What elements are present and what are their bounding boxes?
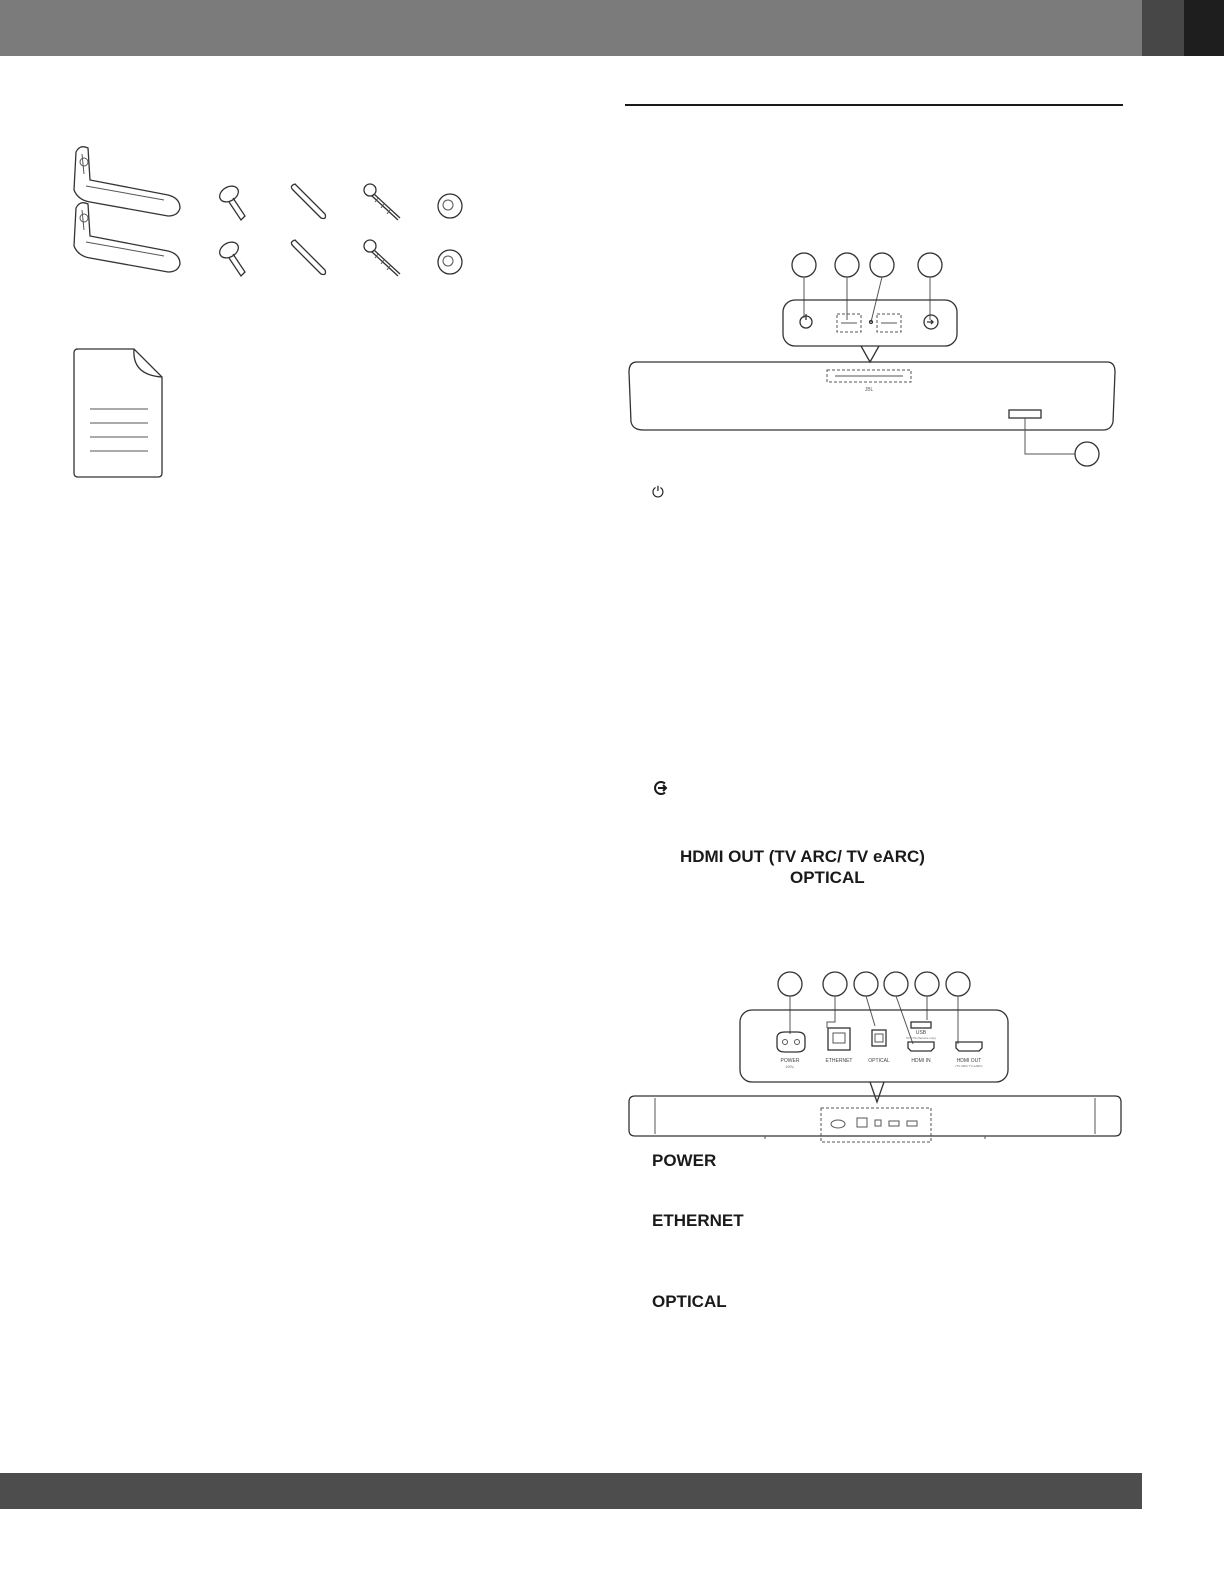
wall-bracket-illustration [60,140,200,290]
callout-4 [918,253,942,277]
header-bar [0,0,1142,56]
svg-text:OPTICAL: OPTICAL [868,1058,890,1064]
wall-anchor-illustration [285,182,335,282]
svg-text:JBL: JBL [864,387,874,393]
svg-text:100V-: 100V- [785,1065,795,1069]
rear-panel-diagram [625,970,1125,1150]
legend-optical: OPTICAL [652,1292,727,1311]
source-note-hdmi: HDMI OUT (TV ARC/ TV eARC) [680,847,925,866]
svg-text:(TV ARC/ TV eARC): (TV ARC/ TV eARC) [955,1064,983,1068]
callout-3 [870,253,894,277]
svg-text:ETHERNET: ETHERNET [825,1058,853,1064]
callout-rear-3 [854,972,878,996]
spacer-washer-illustration [432,188,472,278]
document-illustration [72,347,166,479]
source-note-optical: OPTICAL [790,868,865,887]
wood-screw-illustration [360,182,410,282]
svg-text:POWER: POWER [780,1058,800,1064]
callout-rear-6 [946,972,970,996]
callout-1 [792,253,816,277]
legend-power: POWER [652,1151,717,1170]
header-tab-mid [1142,0,1184,56]
footer-bar [0,1473,1142,1509]
header-tab-dark [1184,0,1224,56]
callout-rear-5 [915,972,939,996]
source-icon [653,780,669,796]
svg-text:USB: USB [915,1030,927,1036]
callout-rear-4 [884,972,908,996]
top-panel-diagram [625,250,1125,472]
svg-text:HDMI IN: HDMI IN [911,1058,931,1064]
callout-2 [835,253,859,277]
section-rule [625,104,1123,106]
legend-ethernet: ETHERNET [652,1211,744,1230]
callout-rear-2 [823,972,847,996]
thumb-screw-illustration [215,182,255,282]
callout-5 [1075,442,1099,466]
svg-text:5V 0.5A (Service only): 5V 0.5A (Service only) [906,1036,936,1040]
svg-text:HDMI OUT: HDMI OUT [956,1058,982,1064]
power-icon: ⏻ [652,484,664,501]
callout-rear-1 [778,972,802,996]
